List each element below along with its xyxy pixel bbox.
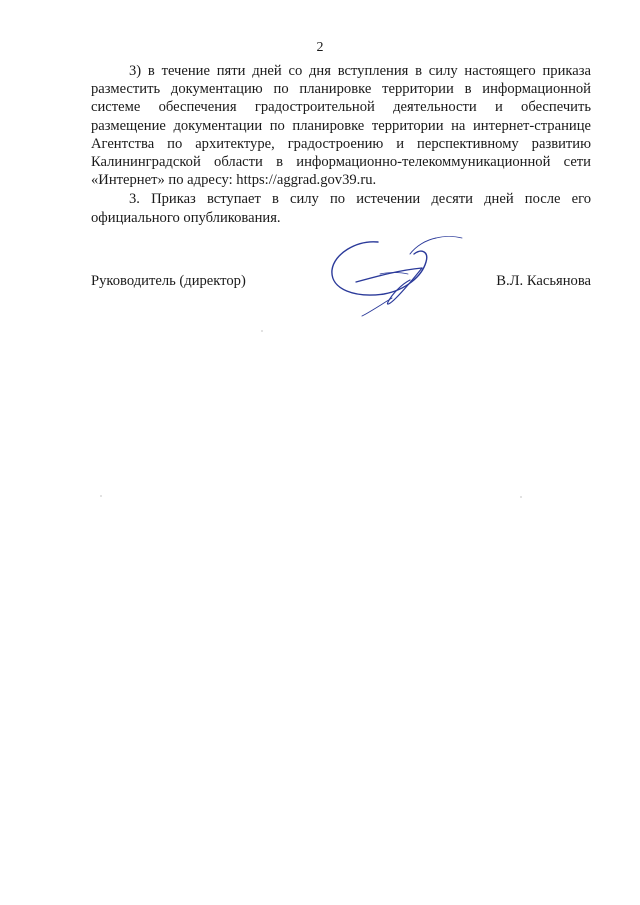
paragraph-effective-date: 3. Приказ вступает в силу по истечении десяти дней после его официального опубликования.	[91, 191, 591, 226]
signer-title: Руководитель (директор)	[91, 273, 246, 289]
signer-name: В.Л. Касьянова	[496, 273, 591, 289]
paragraph-publish-documentation: 3) в течение пяти дней со дня вступления в силу настоящего приказа разместить документацию по планировке территории в информационной системе обеспечения градостроительной деятельности и обеспечить размещение документации по планировке территории на интернет-странице Агентства по архитектуре, градостроению и перспективному развитию Калининградской области в информационно-телекоммуникационной сети «Интернет» по адресу: https://aggrad.gov39.ru.	[91, 63, 591, 189]
page-number: 2	[316, 40, 324, 55]
